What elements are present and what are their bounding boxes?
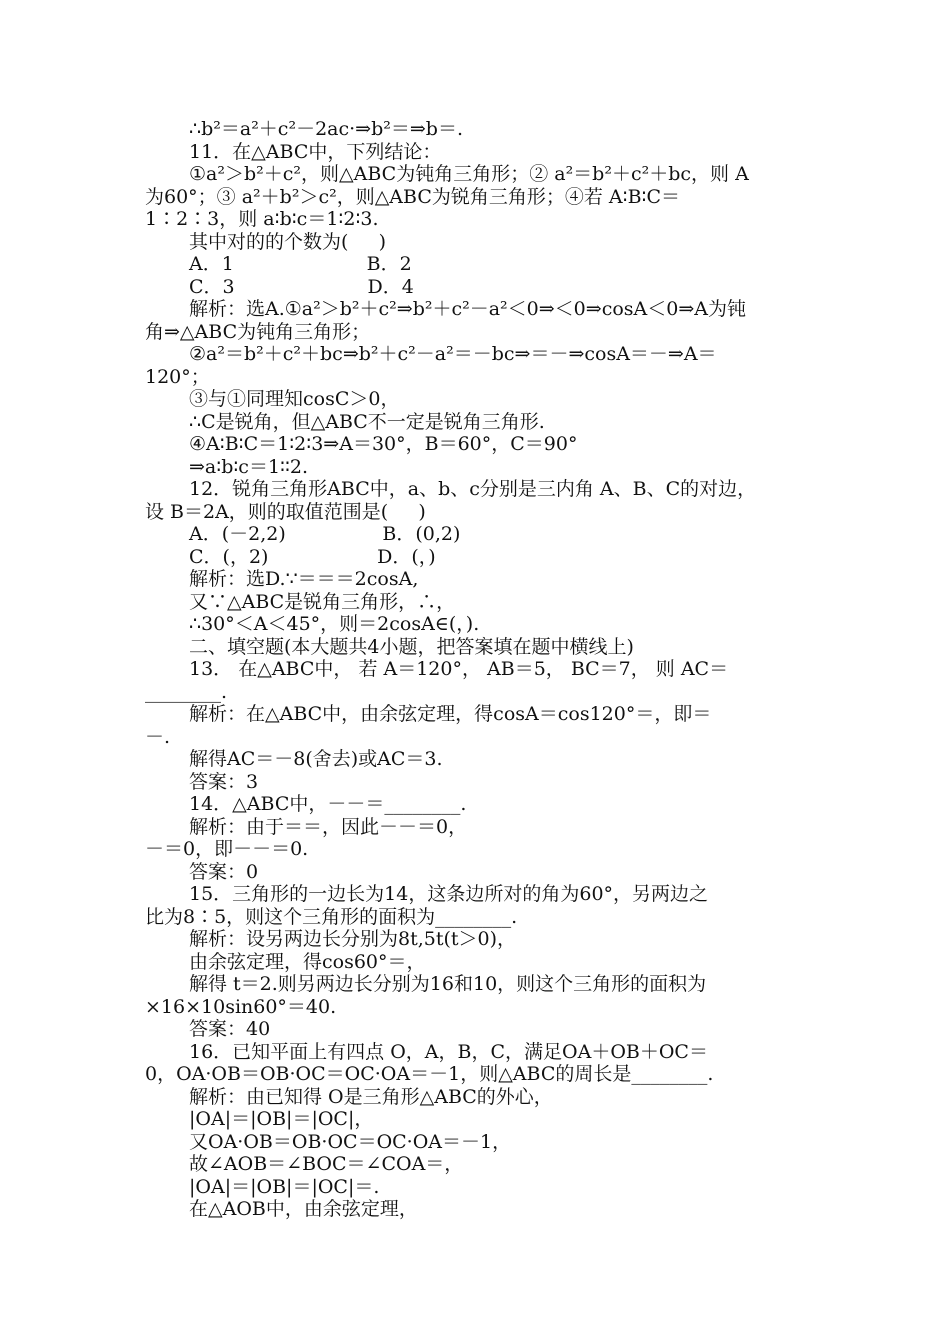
text-line: 1∶2∶3，则 a∶b∶c＝1∶2∶3. [145, 208, 379, 230]
text-line: C．3 D．4 [189, 275, 414, 298]
text-line: |OA|＝|OB|＝|OC|， [189, 1108, 374, 1130]
text-line: 15．三角形的一边长为14，这条边所对的角为60°，另两边之 [189, 883, 709, 905]
document-body [145, 118, 810, 1221]
text-line: 为60°；③ a²＋b²＞c²，则△ABC为锐角三角形；④若 A∶B∶C＝ [145, 185, 681, 208]
text-line: 答案：40 [189, 1018, 271, 1040]
text-line: －. [145, 725, 171, 748]
text-line: ③与①同理知cosC＞0， [189, 388, 400, 410]
text-line: 11．在△ABC中，下列结论： [189, 140, 442, 163]
text-line: 120°； [145, 365, 210, 388]
text-line: 设 B＝2A，则的取值范围是( ) [145, 500, 426, 523]
text-line: C．(，2) D．(，) [189, 545, 436, 568]
text-line: 由余弦定理，得cos60°＝， [189, 950, 426, 973]
text-line: 又OA·OB＝OB·OC＝OC·OA＝－1， [189, 1130, 512, 1153]
text-line: ×16×10sin60°＝40. [145, 995, 337, 1018]
text-line: 二、填空题(本大题共4小题，把答案填在题中横线上) [189, 635, 634, 658]
text-line: ④A∶B∶C＝1∶2∶3⇒A＝30°，B＝60°，C＝90° [189, 433, 578, 455]
text-line: ∴30°＜A＜45°，则＝2cosA∈(，). [189, 613, 480, 635]
text-line: 解析：在△ABC中，由余弦定理，得cosA＝cos120°＝，即＝ [189, 703, 712, 725]
text-line: 比为8∶5，则这个三角形的面积为________. [145, 905, 518, 928]
text-line: 13． 在△ABC中， 若 A＝120°， AB＝5， BC＝7， 则 AC＝ [189, 658, 729, 680]
text-line: 14．△ABC中，－－＝________. [189, 793, 467, 815]
text-line: 故∠AOB＝∠BOC＝∠COA＝， [189, 1153, 464, 1175]
text-line: 0，OA·OB＝OB·OC＝OC·OA＝－1，则△ABC的周长是________. [145, 1063, 714, 1085]
text-line: 16．已知平面上有四点 O，A，B，C，满足OA＋OB＋OC＝ [189, 1040, 708, 1063]
text-line: 12．锐角三角形ABC中，a、b、c分别是三内角 A、B、C的对边， [189, 478, 757, 500]
text-line: 解析：设另两边长分别为8t,5t(t＞0)， [189, 928, 517, 950]
text-line: 解析：由已知得 O是三角形△ABC的外心， [189, 1085, 553, 1108]
text-line: ①a²＞b²＋c²，则△ABC为钝角三角形；② a²＝b²＋c²＋bc，则 A [189, 163, 749, 185]
text-line: 答案：3 [189, 770, 259, 793]
text-line: 解析：选D.∵＝＝＝2cosA, [189, 568, 419, 590]
text-line: 解得AC＝－8(舍去)或AC＝3. [189, 748, 443, 770]
text-line: 答案：0 [189, 860, 259, 883]
text-line: －＝0，即－－＝0. [145, 838, 309, 860]
text-line: ∴b²＝a²＋c²－2ac·⇒b²＝⇒b＝. [189, 118, 463, 140]
text-line: ∴C是锐角，但△ABC不一定是锐角三角形. [189, 410, 545, 433]
text-line: 其中对的的个数为( ) [189, 230, 387, 253]
text-line: |OA|＝|OB|＝|OC|＝. [189, 1175, 380, 1198]
text-line: 解析：由于＝＝，因此－－＝0， [189, 815, 468, 838]
text-line: ②a²＝b²＋c²＋bc⇒b²＋c²－a²＝－bc⇒＝－⇒cosA＝－⇒A＝ [189, 343, 717, 365]
text-line: 解得 t＝2.则另两边长分别为16和10，则这个三角形的面积为 [189, 973, 707, 995]
text-line: ⇒a∶b∶c＝1∶∶2. [189, 455, 309, 478]
text-line: ________. [145, 680, 228, 703]
text-line: A．1 B．2 [189, 253, 412, 275]
text-line: 角⇒△ABC为钝角三角形； [145, 320, 371, 343]
text-line: 解析：选A.①a²＞b²＋c²⇒b²＋c²－a²＜0⇒＜0⇒cosA＜0⇒A为钝 [189, 298, 746, 320]
text-line: 在△AOB中，由余弦定理， [189, 1198, 418, 1220]
text-line: A．(－2,2) B．(0,2) [189, 523, 461, 545]
text-line: 又∵△ABC是锐角三角形，∴， [189, 590, 456, 613]
